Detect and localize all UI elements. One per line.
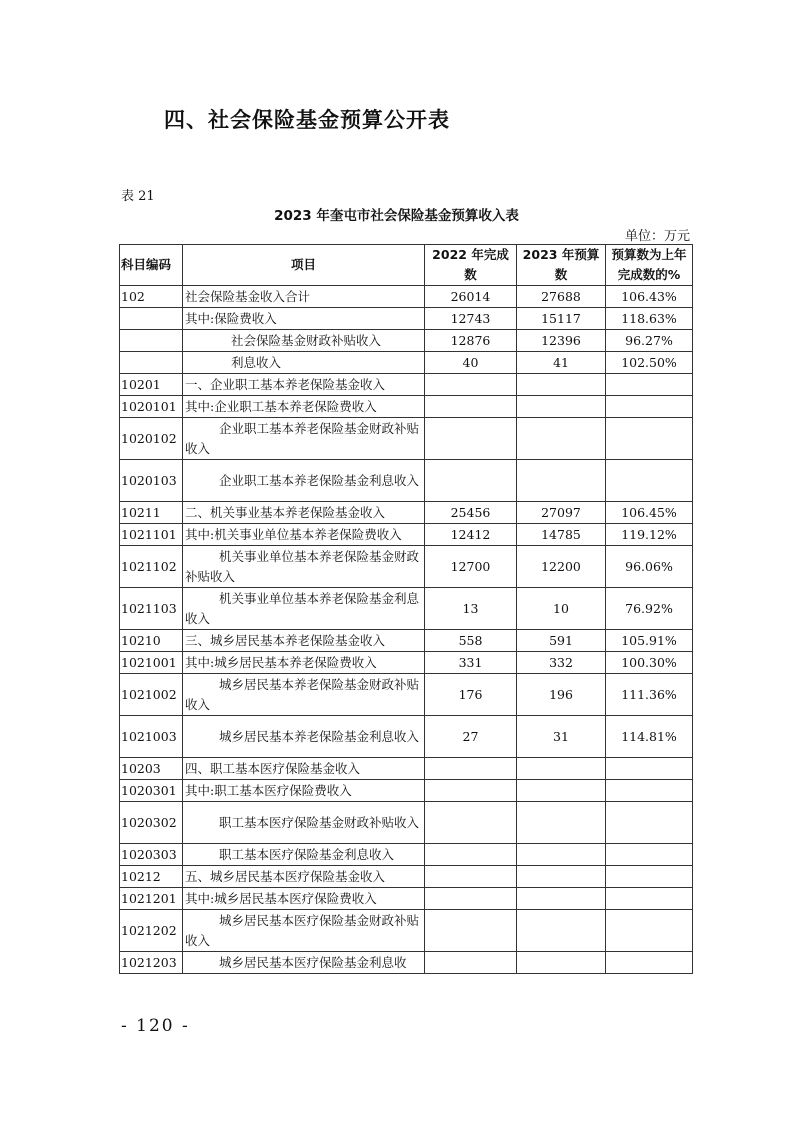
cell-item: 四、职工基本医疗保险基金收入 [183,758,425,780]
cell-item: 三、城乡居民基本养老保险基金收入 [183,630,425,652]
header-code: 科目编码 [120,245,183,286]
cell-pct [606,888,693,910]
cell-2022: 40 [425,352,517,374]
table-row [120,460,693,502]
cell-item: 五、城乡居民基本医疗保险基金收入 [183,866,425,888]
cell-2023: 332 [517,652,606,674]
cell-item [183,716,425,758]
cell-2022: 331 [425,652,517,674]
cell-item: 一、企业职工基本养老保险基金收入 [183,374,425,396]
cell-code: 1021203 [120,952,183,974]
table-row [120,418,693,460]
cell-item [183,910,425,952]
cell-2022 [425,866,517,888]
section-title: 四、社会保险基金预算公开表 [164,108,450,132]
table-row [120,374,693,396]
table-row [120,308,693,330]
budget-table [119,244,693,974]
cell-pct [606,780,693,802]
cell-item: 其中:城乡居民基本医疗保险费收入 [183,888,425,910]
cell-2022 [425,802,517,844]
cell-pct: 100.30% [606,652,693,674]
cell-2022 [425,374,517,396]
item-text: 城乡居民基本养老保险基金利息收入 [219,728,420,744]
cell-code: 1020102 [120,418,183,460]
cell-2023: 15117 [517,308,606,330]
cell-pct [606,866,693,888]
cell-2022: 13 [425,588,517,630]
cell-2022 [425,460,517,502]
table-row [120,396,693,418]
cell-item: 其中:职工基本医疗保险费收入 [183,780,425,802]
cell-pct [606,418,693,460]
table-body [120,286,693,974]
cell-2023: 41 [517,352,606,374]
cell-code: 10210 [120,630,183,652]
table-row [120,952,693,974]
table-row [120,352,693,374]
cell-code: 1021202 [120,910,183,952]
table-row [120,286,693,308]
cell-2023: 14785 [517,524,606,546]
cell-item [183,674,425,716]
cell-item [183,460,425,502]
cell-pct: 111.36% [606,674,693,716]
cell-pct: 106.43% [606,286,693,308]
cell-2023 [517,758,606,780]
cell-pct [606,460,693,502]
cell-item: 其中:企业职工基本养老保险费收入 [183,396,425,418]
cell-2023 [517,910,606,952]
item-text: 城乡居民基本养老保险基金财政补贴收入 [185,676,420,712]
cell-code: 102 [120,286,183,308]
cell-code [120,308,183,330]
item-text: 城乡居民基本医疗保险基金利息收 [219,954,407,970]
item-text: 企业职工基本养老保险基金利息收入 [219,472,420,488]
header-pct-line1: 预算数为上年 [611,247,687,262]
header-pct-line2: 完成数的% [617,267,681,282]
cell-2022 [425,418,517,460]
item-text: 社会保险基金财政补贴收入 [231,332,382,348]
cell-item [183,952,425,974]
cell-2023: 31 [517,716,606,758]
cell-2023 [517,396,606,418]
table-row [120,910,693,952]
header-2023: 2023 年预算数 [517,245,606,286]
item-text: 城乡居民基本医疗保险基金财政补贴收入 [185,912,420,948]
cell-2022 [425,844,517,866]
cell-code: 10212 [120,866,183,888]
cell-2022: 25456 [425,502,517,524]
cell-code: 1021201 [120,888,183,910]
cell-item: 社会保险基金收入合计 [183,286,425,308]
table-row [120,758,693,780]
cell-code: 10203 [120,758,183,780]
header-item: 项目 [183,245,425,286]
cell-pct: 76.92% [606,588,693,630]
cell-2023 [517,888,606,910]
cell-item: 其中:城乡居民基本养老保险费收入 [183,652,425,674]
cell-pct [606,396,693,418]
cell-code [120,330,183,352]
cell-pct: 105.91% [606,630,693,652]
cell-pct: 102.50% [606,352,693,374]
cell-code: 10201 [120,374,183,396]
table-row [120,652,693,674]
cell-item [183,844,425,866]
cell-2022: 12412 [425,524,517,546]
item-text: 机关事业单位基本养老保险基金财政补贴收入 [185,548,420,584]
table-row [120,866,693,888]
cell-code: 1021101 [120,524,183,546]
cell-2022: 12743 [425,308,517,330]
table-row [120,630,693,652]
cell-2023 [517,802,606,844]
cell-code: 1021102 [120,546,183,588]
cell-2022: 558 [425,630,517,652]
cell-code: 1020103 [120,460,183,502]
cell-code: 1021103 [120,588,183,630]
cell-2023: 591 [517,630,606,652]
cell-pct [606,910,693,952]
cell-2023: 10 [517,588,606,630]
cell-code: 1021001 [120,652,183,674]
cell-pct: 106.45% [606,502,693,524]
cell-2023 [517,780,606,802]
item-text: 机关事业单位基本养老保险基金利息收入 [185,590,420,626]
cell-2023: 12200 [517,546,606,588]
cell-pct [606,844,693,866]
cell-item: 二、机关事业基本养老保险基金收入 [183,502,425,524]
cell-2023: 27097 [517,502,606,524]
table-row [120,888,693,910]
cell-pct: 114.81% [606,716,693,758]
cell-pct: 96.06% [606,546,693,588]
cell-2022: 12700 [425,546,517,588]
cell-2022: 27 [425,716,517,758]
unit-label: 单位：万元 [624,229,690,244]
cell-item: 其中:机关事业单位基本养老保险费收入 [183,524,425,546]
cell-2023 [517,460,606,502]
cell-item [183,330,425,352]
cell-item [183,418,425,460]
table-row [120,524,693,546]
cell-code [120,352,183,374]
cell-item [183,546,425,588]
cell-2022: 176 [425,674,517,716]
item-text: 企业职工基本养老保险基金财政补贴收入 [185,420,420,456]
cell-2022 [425,910,517,952]
item-text: 利息收入 [231,354,282,370]
cell-2022 [425,888,517,910]
cell-2023: 12396 [517,330,606,352]
table-row [120,844,693,866]
table-number: 表 21 [121,189,155,204]
cell-2023 [517,374,606,396]
cell-code: 1021002 [120,674,183,716]
cell-2022 [425,780,517,802]
cell-2022: 26014 [425,286,517,308]
table-row [120,546,693,588]
header-2022: 2022 年完成数 [425,245,517,286]
cell-2023 [517,418,606,460]
cell-pct [606,758,693,780]
cell-pct: 96.27% [606,330,693,352]
cell-2023 [517,952,606,974]
cell-2022 [425,758,517,780]
cell-item [183,802,425,844]
table-row [120,588,693,630]
table-row [120,716,693,758]
cell-code: 1021003 [120,716,183,758]
item-text: 职工基本医疗保险基金财政补贴收入 [219,814,420,830]
cell-pct [606,374,693,396]
cell-2023: 196 [517,674,606,716]
cell-code: 1020301 [120,780,183,802]
cell-item: 其中:保险费收入 [183,308,425,330]
page-number: - 120 - [121,1016,190,1036]
item-text: 职工基本医疗保险基金利息收入 [219,846,395,862]
cell-code: 1020303 [120,844,183,866]
cell-2022 [425,952,517,974]
table-title: 2023 年奎屯市社会保险基金预算收入表 [274,208,519,224]
cell-2022: 12876 [425,330,517,352]
cell-2022 [425,396,517,418]
cell-pct: 118.63% [606,308,693,330]
cell-2023 [517,866,606,888]
cell-pct: 119.12% [606,524,693,546]
cell-pct [606,952,693,974]
table-row [120,502,693,524]
table-row [120,674,693,716]
cell-2023: 27688 [517,286,606,308]
cell-item [183,352,425,374]
cell-code: 10211 [120,502,183,524]
cell-pct [606,802,693,844]
header-pct [606,245,693,286]
table-row [120,330,693,352]
table-row [120,780,693,802]
cell-code: 1020302 [120,802,183,844]
table-header-row [120,245,693,286]
cell-2023 [517,844,606,866]
cell-code: 1020101 [120,396,183,418]
cell-item [183,588,425,630]
table-row [120,802,693,844]
